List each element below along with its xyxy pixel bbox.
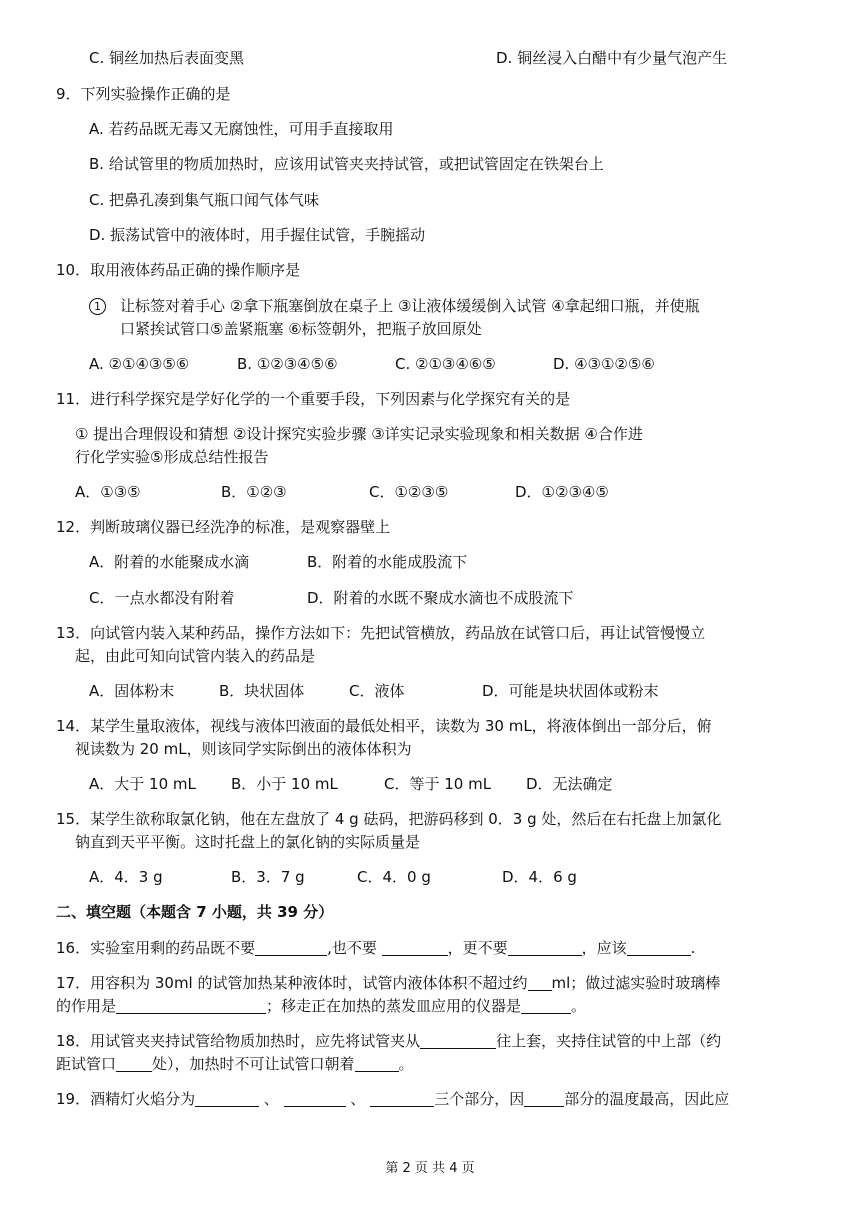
q17-line2 (56, 995, 586, 1017)
q9-option-d: D. 振荡试管中的液体时，用手握住试管，手腕摇动 (89, 226, 426, 244)
q15-option-d: D．4．6 g (502, 868, 577, 886)
q19-blank-1[interactable] (195, 1090, 259, 1107)
q12-option-c: C．一点水都没有附着 (89, 589, 235, 607)
q19-text-3: 、 (345, 1090, 371, 1108)
q12-option-b: B．附着的水能成股流下 (307, 553, 468, 571)
q17-blank-3[interactable] (521, 997, 571, 1014)
q16-blank-1[interactable] (255, 939, 327, 956)
q17-blank-2[interactable] (116, 997, 266, 1014)
q12-option-d: D．附着的水既不聚成水滴也不成股流下 (307, 589, 574, 607)
q17-line1 (56, 972, 720, 994)
q9-option-c: C. 把鼻孔凑到集气瓶口闻气体气味 (89, 191, 320, 209)
q19-blank-2[interactable] (284, 1090, 346, 1107)
q16-text-1: 16．实验室用剩的药品既不要 (56, 939, 256, 957)
q9-stem: 9．下列实验操作正确的是 (56, 85, 231, 103)
q10-option-c: C. ②①③④⑥⑤ (395, 355, 496, 373)
q19-text-1: 19．酒精灯火焰分为 (56, 1090, 196, 1108)
q10-stem: 10．取用液体药品正确的操作顺序是 (56, 261, 301, 279)
q13-options (89, 680, 659, 702)
q16-text-2: ,也不要 (327, 939, 382, 957)
q18-line1 (56, 1030, 721, 1052)
q11-option-b: B．①②③ (221, 483, 287, 501)
q14-stem-line1: 14．某学生量取液体，视线与液体凹液面的最低处相平，读数为 30 mL，将液体倒出一部分后，俯 (56, 717, 712, 735)
q8-option-c: C. 铜丝加热后表面变黑 (89, 49, 245, 67)
q19-text-5: 部分的温度最高，因此应 (564, 1090, 730, 1108)
q17-text-4: ；移走正在加热的蒸发皿应用的仪器是 (266, 997, 522, 1015)
q18-blank-3[interactable] (355, 1055, 399, 1072)
q19-line (56, 1088, 729, 1110)
q18-text-2: 往上套，夹持住试管的中上部（约 (496, 1032, 722, 1050)
q18-text-3: 距试管口 (56, 1055, 117, 1073)
q13-stem-line2: 起，由此可知向试管内装入的药品是 (75, 647, 316, 665)
q14-option-d: D．无法确定 (526, 775, 613, 793)
q10-option-a: A. ②①④③⑤⑥ (89, 355, 190, 373)
q19-blank-4[interactable] (524, 1090, 564, 1107)
q16-blank-2[interactable] (382, 939, 448, 956)
q15-stem-line2: 钠直到天平平衡。这时托盘上的氯化钠的实际质量是 (75, 833, 421, 851)
q16-blank-4[interactable] (627, 939, 691, 956)
q13-option-b: B．块状固体 (219, 682, 305, 700)
q16-line (56, 937, 695, 959)
q18-text-4: 处），加热时不可让试管口朝着 (152, 1055, 355, 1073)
q12-options-row1 (89, 551, 467, 573)
q15-option-b: B．3．7 g (231, 868, 305, 886)
q18-text-5: 。 (398, 1055, 414, 1073)
q14-option-c: C．等于 10 mL (384, 775, 492, 793)
q15-option-a: A．4．3 g (89, 868, 163, 886)
q11-option-a: A．①③⑤ (75, 483, 141, 501)
q19-text-4: 三个部分，因 (434, 1090, 525, 1108)
q11-factors-line1: ① 提出合理假设和猜想 ②设计探究实验步骤 ③详实记录实验现象和相关数据 ④合作进 (75, 425, 643, 443)
q14-options (89, 773, 613, 795)
q16-text-4: ，应该 (581, 939, 627, 957)
q17-blank-1[interactable] (528, 974, 552, 991)
q11-factors-line2: 行化学实验⑤形成总结性报告 (75, 448, 269, 466)
q17-text-1: 17．用容积为 30ml 的试管加热某种液体时，试管内液体体积不超过约 (56, 974, 528, 992)
q13-option-c: C．液体 (349, 682, 405, 700)
q14-stem-line2: 视读数为 20 mL，则该同学实际倒出的液体体积为 (75, 740, 412, 758)
q16-text-5: . (690, 939, 696, 957)
q19-text-2: 、 (259, 1090, 284, 1108)
q18-line2 (56, 1053, 414, 1075)
q16-text-3: ，更不要 (447, 939, 508, 957)
q17-text-5: 。 (571, 997, 587, 1015)
q8-option-d: D. 铜丝浸入白醋中有少量气泡产生 (496, 49, 728, 67)
q10-option-b: B. ①②③④⑤⑥ (237, 355, 338, 373)
q10-circle-number: 1 (89, 298, 106, 315)
q12-stem: 12．判断玻璃仪器已经洗净的标准，是观察器壁上 (56, 518, 391, 536)
q16-blank-3[interactable] (508, 939, 582, 956)
q10-steps-line1 (89, 295, 700, 317)
q11-stem: 11．进行科学探究是学好化学的一个重要手段，下列因素与化学探究有关的是 (56, 390, 571, 408)
section-heading-fill-in: 二、填空题（本题含 7 小题，共 39 分） (56, 903, 334, 921)
q12-options-row2 (89, 587, 574, 609)
q10-steps-line2: 口紧挨试管口⑤盖紧瓶塞 ⑥标签朝外，把瓶子放回原处 (120, 320, 482, 338)
q9-option-a: A. 若药品既无毒又无腐蚀性，可用手直接取用 (89, 120, 394, 138)
q13-stem-line1: 13．向试管内装入某种药品，操作方法如下：先把试管横放，药品放在试管口后，再让试管慢慢立 (56, 624, 706, 642)
page-number-footer: 第 2 页 共 4 页 (385, 1161, 475, 1176)
q14-option-b: B．小于 10 mL (231, 775, 338, 793)
q10-steps-text1: 让标签对着手心 ②拿下瓶塞倒放在桌子上 ③让液体缓缓倒入试管 ④拿起细口瓶，并使瓶 (120, 297, 700, 315)
q18-text-1: 18．用试管夹夹持试管给物质加热时，应先将试管夹从 (56, 1032, 421, 1050)
q19-blank-3[interactable] (370, 1090, 434, 1107)
q9-option-b: B. 给试管里的物质加热时，应该用试管夹夹持试管，或把试管固定在铁架台上 (89, 155, 604, 173)
q12-option-a: A．附着的水能聚成水滴 (89, 553, 250, 571)
q11-option-c: C．①②③⑤ (369, 483, 449, 501)
q18-blank-1[interactable] (420, 1032, 496, 1049)
q11-options (75, 481, 609, 503)
q17-text-3: 的作用是 (56, 997, 117, 1015)
q17-text-2: ml；做过滤实验时玻璃棒 (551, 974, 721, 992)
q18-blank-2[interactable] (116, 1055, 152, 1072)
q10-options (89, 353, 655, 375)
q13-option-d: D．可能是块状固体或粉末 (482, 682, 659, 700)
q11-option-d: D．①②③④⑤ (515, 483, 609, 501)
q15-options (89, 866, 577, 888)
q13-option-a: A．固体粉末 (89, 682, 175, 700)
q15-option-c: C．4．0 g (357, 868, 431, 886)
q15-stem-line1: 15．某学生欲称取氯化钠，他在左盘放了 4 g 砝码，把游码移到 0．3 g 处，然后在右托盘上加氯化 (56, 810, 722, 828)
q14-option-a: A．大于 10 mL (89, 775, 196, 793)
q10-option-d: D. ④③①②⑤⑥ (553, 355, 655, 373)
